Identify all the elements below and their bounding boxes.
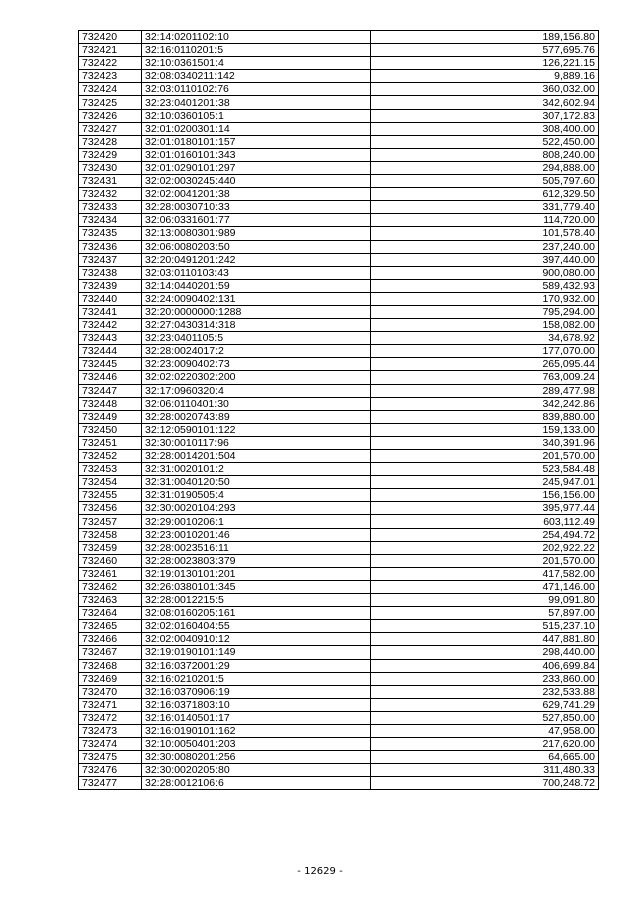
table-row bbox=[79, 502, 599, 515]
cell-amount: 158,082.00 bbox=[371, 319, 599, 332]
cell-amount: 589,432.93 bbox=[371, 279, 599, 292]
cell-amount: 177,070.00 bbox=[371, 345, 599, 358]
cell-code: 32:23:0010201:46 bbox=[142, 528, 371, 541]
cell-amount: 331,779.40 bbox=[371, 201, 599, 214]
cell-amount: 527,850.00 bbox=[371, 711, 599, 724]
cell-code: 32:16:0371803:10 bbox=[142, 698, 371, 711]
cell-code: 32:06:0110401:30 bbox=[142, 397, 371, 410]
table-row bbox=[79, 240, 599, 253]
table-row bbox=[79, 70, 599, 83]
table-row bbox=[79, 175, 599, 188]
cell-id: 732424 bbox=[79, 83, 142, 96]
cell-amount: 395,977.44 bbox=[371, 502, 599, 515]
cell-code: 32:16:0210201:5 bbox=[142, 672, 371, 685]
cell-amount: 603,112.49 bbox=[371, 515, 599, 528]
cell-id: 732441 bbox=[79, 305, 142, 318]
cell-code: 32:28:0012215:5 bbox=[142, 594, 371, 607]
cell-id: 732459 bbox=[79, 541, 142, 554]
table-row bbox=[79, 57, 599, 70]
table-row bbox=[79, 777, 599, 790]
cell-code: 32:10:0050401:203 bbox=[142, 738, 371, 751]
cell-id: 732444 bbox=[79, 345, 142, 358]
cell-id: 732457 bbox=[79, 515, 142, 528]
cell-amount: 99,091.80 bbox=[371, 594, 599, 607]
table-row bbox=[79, 450, 599, 463]
cell-id: 732436 bbox=[79, 240, 142, 253]
cell-code: 32:01:0180101:157 bbox=[142, 135, 371, 148]
cell-id: 732465 bbox=[79, 620, 142, 633]
cell-amount: 217,620.00 bbox=[371, 738, 599, 751]
registry-table-body bbox=[79, 31, 599, 790]
cell-amount: 254,494.72 bbox=[371, 528, 599, 541]
cell-amount: 342,602.94 bbox=[371, 96, 599, 109]
cell-amount: 101,578.40 bbox=[371, 227, 599, 240]
table-row bbox=[79, 711, 599, 724]
table-row bbox=[79, 305, 599, 318]
table-row bbox=[79, 371, 599, 384]
table-row bbox=[79, 135, 599, 148]
cell-amount: 298,440.00 bbox=[371, 646, 599, 659]
cell-code: 32:16:0370906:19 bbox=[142, 685, 371, 698]
cell-code: 32:08:0340211:142 bbox=[142, 70, 371, 83]
cell-id: 732433 bbox=[79, 201, 142, 214]
cell-code: 32:10:0360105:1 bbox=[142, 109, 371, 122]
table-row bbox=[79, 764, 599, 777]
cell-code: 32:28:0020743:89 bbox=[142, 410, 371, 423]
cell-amount: 289,477.98 bbox=[371, 384, 599, 397]
cell-amount: 900,080.00 bbox=[371, 266, 599, 279]
cell-amount: 522,450.00 bbox=[371, 135, 599, 148]
table-row bbox=[79, 698, 599, 711]
cell-amount: 202,922.22 bbox=[371, 541, 599, 554]
cell-id: 732468 bbox=[79, 659, 142, 672]
cell-id: 732445 bbox=[79, 358, 142, 371]
cell-code: 32:28:0012106:6 bbox=[142, 777, 371, 790]
cell-amount: 808,240.00 bbox=[371, 148, 599, 161]
cell-code: 32:13:0080301:989 bbox=[142, 227, 371, 240]
cell-amount: 170,932.00 bbox=[371, 292, 599, 305]
table-row bbox=[79, 463, 599, 476]
cell-amount: 629,741.29 bbox=[371, 698, 599, 711]
cell-code: 32:20:0491201:242 bbox=[142, 253, 371, 266]
cell-id: 732461 bbox=[79, 567, 142, 580]
cell-amount: 505,797.60 bbox=[371, 175, 599, 188]
cell-id: 732466 bbox=[79, 633, 142, 646]
cell-code: 32:16:0140501:17 bbox=[142, 711, 371, 724]
cell-code: 32:31:0020101:2 bbox=[142, 463, 371, 476]
cell-id: 732450 bbox=[79, 423, 142, 436]
cell-id: 732434 bbox=[79, 214, 142, 227]
cell-code: 32:16:0110201:5 bbox=[142, 44, 371, 57]
cell-code: 32:03:0110102:76 bbox=[142, 83, 371, 96]
cell-id: 732470 bbox=[79, 685, 142, 698]
table-row bbox=[79, 384, 599, 397]
cell-id: 732430 bbox=[79, 161, 142, 174]
cell-id: 732431 bbox=[79, 175, 142, 188]
table-row bbox=[79, 476, 599, 489]
cell-id: 732476 bbox=[79, 764, 142, 777]
cell-amount: 189,156.80 bbox=[371, 31, 599, 44]
cell-amount: 577,695.76 bbox=[371, 44, 599, 57]
table-row bbox=[79, 436, 599, 449]
cell-amount: 233,860.00 bbox=[371, 672, 599, 685]
cell-amount: 471,146.00 bbox=[371, 580, 599, 593]
cell-code: 32:28:0024017:2 bbox=[142, 345, 371, 358]
cell-code: 32:02:0160404:55 bbox=[142, 620, 371, 633]
cell-amount: 700,248.72 bbox=[371, 777, 599, 790]
cell-amount: 311,480.33 bbox=[371, 764, 599, 777]
table-row bbox=[79, 541, 599, 554]
table-row bbox=[79, 646, 599, 659]
cell-id: 732429 bbox=[79, 148, 142, 161]
cell-id: 732458 bbox=[79, 528, 142, 541]
table-row bbox=[79, 292, 599, 305]
cell-code: 32:28:0023516:11 bbox=[142, 541, 371, 554]
cell-id: 732467 bbox=[79, 646, 142, 659]
cell-id: 732477 bbox=[79, 777, 142, 790]
cell-id: 732464 bbox=[79, 607, 142, 620]
cell-code: 32:28:0030710:33 bbox=[142, 201, 371, 214]
cell-amount: 47,958.00 bbox=[371, 724, 599, 737]
cell-code: 32:23:0401201:38 bbox=[142, 96, 371, 109]
table-row bbox=[79, 279, 599, 292]
cell-id: 732474 bbox=[79, 738, 142, 751]
cell-id: 732439 bbox=[79, 279, 142, 292]
table-row bbox=[79, 580, 599, 593]
cell-code: 32:01:0290101:297 bbox=[142, 161, 371, 174]
registry-table-container bbox=[78, 30, 598, 790]
cell-id: 732422 bbox=[79, 57, 142, 70]
cell-amount: 159,133.00 bbox=[371, 423, 599, 436]
cell-id: 732427 bbox=[79, 122, 142, 135]
cell-code: 32:01:0160101:343 bbox=[142, 148, 371, 161]
cell-id: 732475 bbox=[79, 751, 142, 764]
cell-code: 32:02:0220302:200 bbox=[142, 371, 371, 384]
cell-id: 732423 bbox=[79, 70, 142, 83]
table-row bbox=[79, 397, 599, 410]
cell-amount: 342,242.86 bbox=[371, 397, 599, 410]
cell-code: 32:23:0090402:73 bbox=[142, 358, 371, 371]
cell-amount: 237,240.00 bbox=[371, 240, 599, 253]
table-row bbox=[79, 266, 599, 279]
registry-table bbox=[78, 30, 599, 790]
table-row bbox=[79, 751, 599, 764]
cell-amount: 612,329.50 bbox=[371, 188, 599, 201]
table-row bbox=[79, 44, 599, 57]
cell-code: 32:17:0960320:4 bbox=[142, 384, 371, 397]
cell-id: 732451 bbox=[79, 436, 142, 449]
cell-code: 32:16:0372001:29 bbox=[142, 659, 371, 672]
table-row bbox=[79, 83, 599, 96]
cell-id: 732420 bbox=[79, 31, 142, 44]
table-row bbox=[79, 423, 599, 436]
cell-code: 32:01:0200301:14 bbox=[142, 122, 371, 135]
table-row bbox=[79, 607, 599, 620]
table-row bbox=[79, 567, 599, 580]
cell-code: 32:30:0020205:80 bbox=[142, 764, 371, 777]
cell-code: 32:14:0201102:10 bbox=[142, 31, 371, 44]
table-row bbox=[79, 188, 599, 201]
table-row bbox=[79, 672, 599, 685]
cell-amount: 795,294.00 bbox=[371, 305, 599, 318]
cell-amount: 245,947.01 bbox=[371, 476, 599, 489]
table-row bbox=[79, 319, 599, 332]
cell-id: 732437 bbox=[79, 253, 142, 266]
cell-code: 32:24:0090402:131 bbox=[142, 292, 371, 305]
cell-id: 732432 bbox=[79, 188, 142, 201]
cell-id: 732428 bbox=[79, 135, 142, 148]
cell-amount: 447,881.80 bbox=[371, 633, 599, 646]
cell-amount: 265,095.44 bbox=[371, 358, 599, 371]
cell-id: 732460 bbox=[79, 554, 142, 567]
cell-id: 732472 bbox=[79, 711, 142, 724]
cell-id: 732449 bbox=[79, 410, 142, 423]
cell-code: 32:14:0440201:59 bbox=[142, 279, 371, 292]
table-row bbox=[79, 253, 599, 266]
cell-id: 732421 bbox=[79, 44, 142, 57]
table-row bbox=[79, 554, 599, 567]
cell-amount: 201,570.00 bbox=[371, 450, 599, 463]
cell-amount: 156,156.00 bbox=[371, 489, 599, 502]
table-row bbox=[79, 633, 599, 646]
cell-amount: 34,678.92 bbox=[371, 332, 599, 345]
cell-code: 32:02:0041201:38 bbox=[142, 188, 371, 201]
table-row bbox=[79, 659, 599, 672]
cell-amount: 397,440.00 bbox=[371, 253, 599, 266]
cell-id: 732443 bbox=[79, 332, 142, 345]
table-row bbox=[79, 96, 599, 109]
cell-id: 732463 bbox=[79, 594, 142, 607]
cell-amount: 340,391.96 bbox=[371, 436, 599, 449]
cell-id: 732469 bbox=[79, 672, 142, 685]
table-row bbox=[79, 528, 599, 541]
table-row bbox=[79, 122, 599, 135]
table-row bbox=[79, 738, 599, 751]
cell-id: 732452 bbox=[79, 450, 142, 463]
cell-amount: 515,237.10 bbox=[371, 620, 599, 633]
table-row bbox=[79, 31, 599, 44]
table-row bbox=[79, 332, 599, 345]
cell-code: 32:30:0080201:256 bbox=[142, 751, 371, 764]
cell-amount: 307,172.83 bbox=[371, 109, 599, 122]
cell-code: 32:30:0020104:293 bbox=[142, 502, 371, 515]
cell-amount: 839,880.00 bbox=[371, 410, 599, 423]
cell-amount: 126,221.15 bbox=[371, 57, 599, 70]
cell-amount: 201,570.00 bbox=[371, 554, 599, 567]
cell-code: 32:28:0023803:379 bbox=[142, 554, 371, 567]
table-row bbox=[79, 345, 599, 358]
cell-id: 732438 bbox=[79, 266, 142, 279]
cell-amount: 360,032.00 bbox=[371, 83, 599, 96]
table-row bbox=[79, 410, 599, 423]
table-row bbox=[79, 109, 599, 122]
cell-id: 732442 bbox=[79, 319, 142, 332]
cell-id: 732462 bbox=[79, 580, 142, 593]
cell-amount: 406,699.84 bbox=[371, 659, 599, 672]
cell-code: 32:02:0030245:440 bbox=[142, 175, 371, 188]
cell-code: 32:23:0401105:5 bbox=[142, 332, 371, 345]
cell-amount: 523,584.48 bbox=[371, 463, 599, 476]
cell-id: 732425 bbox=[79, 96, 142, 109]
cell-amount: 9,889.16 bbox=[371, 70, 599, 83]
table-row bbox=[79, 489, 599, 502]
cell-amount: 64,665.00 bbox=[371, 751, 599, 764]
cell-code: 32:29:0010206:1 bbox=[142, 515, 371, 528]
cell-code: 32:06:0331601:77 bbox=[142, 214, 371, 227]
cell-code: 32:16:0190101:162 bbox=[142, 724, 371, 737]
cell-id: 732447 bbox=[79, 384, 142, 397]
cell-code: 32:31:0040120:50 bbox=[142, 476, 371, 489]
cell-amount: 417,582.00 bbox=[371, 567, 599, 580]
cell-code: 32:28:0014201:504 bbox=[142, 450, 371, 463]
cell-id: 732440 bbox=[79, 292, 142, 305]
cell-code: 32:26:0380101:345 bbox=[142, 580, 371, 593]
cell-id: 732426 bbox=[79, 109, 142, 122]
table-row bbox=[79, 724, 599, 737]
table-row bbox=[79, 685, 599, 698]
table-row bbox=[79, 227, 599, 240]
cell-id: 732435 bbox=[79, 227, 142, 240]
table-row bbox=[79, 620, 599, 633]
cell-id: 732453 bbox=[79, 463, 142, 476]
cell-id: 732454 bbox=[79, 476, 142, 489]
cell-code: 32:27:0430314:318 bbox=[142, 319, 371, 332]
cell-amount: 763,009.24 bbox=[371, 371, 599, 384]
cell-amount: 57,897.00 bbox=[371, 607, 599, 620]
cell-id: 732455 bbox=[79, 489, 142, 502]
table-row bbox=[79, 201, 599, 214]
table-row bbox=[79, 148, 599, 161]
table-row bbox=[79, 358, 599, 371]
table-row bbox=[79, 214, 599, 227]
cell-amount: 114,720.00 bbox=[371, 214, 599, 227]
cell-code: 32:03:0110103:43 bbox=[142, 266, 371, 279]
table-row bbox=[79, 594, 599, 607]
cell-amount: 232,533.88 bbox=[371, 685, 599, 698]
cell-code: 32:19:0190101:149 bbox=[142, 646, 371, 659]
cell-code: 32:19:0130101:201 bbox=[142, 567, 371, 580]
cell-code: 32:10:0361501:4 bbox=[142, 57, 371, 70]
cell-code: 32:08:0160205:161 bbox=[142, 607, 371, 620]
page-number: - 12629 - bbox=[297, 866, 343, 877]
cell-id: 732448 bbox=[79, 397, 142, 410]
cell-id: 732473 bbox=[79, 724, 142, 737]
cell-id: 732471 bbox=[79, 698, 142, 711]
cell-code: 32:30:0010117:96 bbox=[142, 436, 371, 449]
cell-amount: 294,888.00 bbox=[371, 161, 599, 174]
cell-id: 732456 bbox=[79, 502, 142, 515]
cell-code: 32:06:0080203:50 bbox=[142, 240, 371, 253]
cell-id: 732446 bbox=[79, 371, 142, 384]
cell-code: 32:02:0040910:12 bbox=[142, 633, 371, 646]
cell-code: 32:20:0000000:1288 bbox=[142, 305, 371, 318]
cell-code: 32:12:0590101:122 bbox=[142, 423, 371, 436]
table-row bbox=[79, 161, 599, 174]
cell-code: 32:31:0190505:4 bbox=[142, 489, 371, 502]
table-row bbox=[79, 515, 599, 528]
cell-amount: 308,400.00 bbox=[371, 122, 599, 135]
